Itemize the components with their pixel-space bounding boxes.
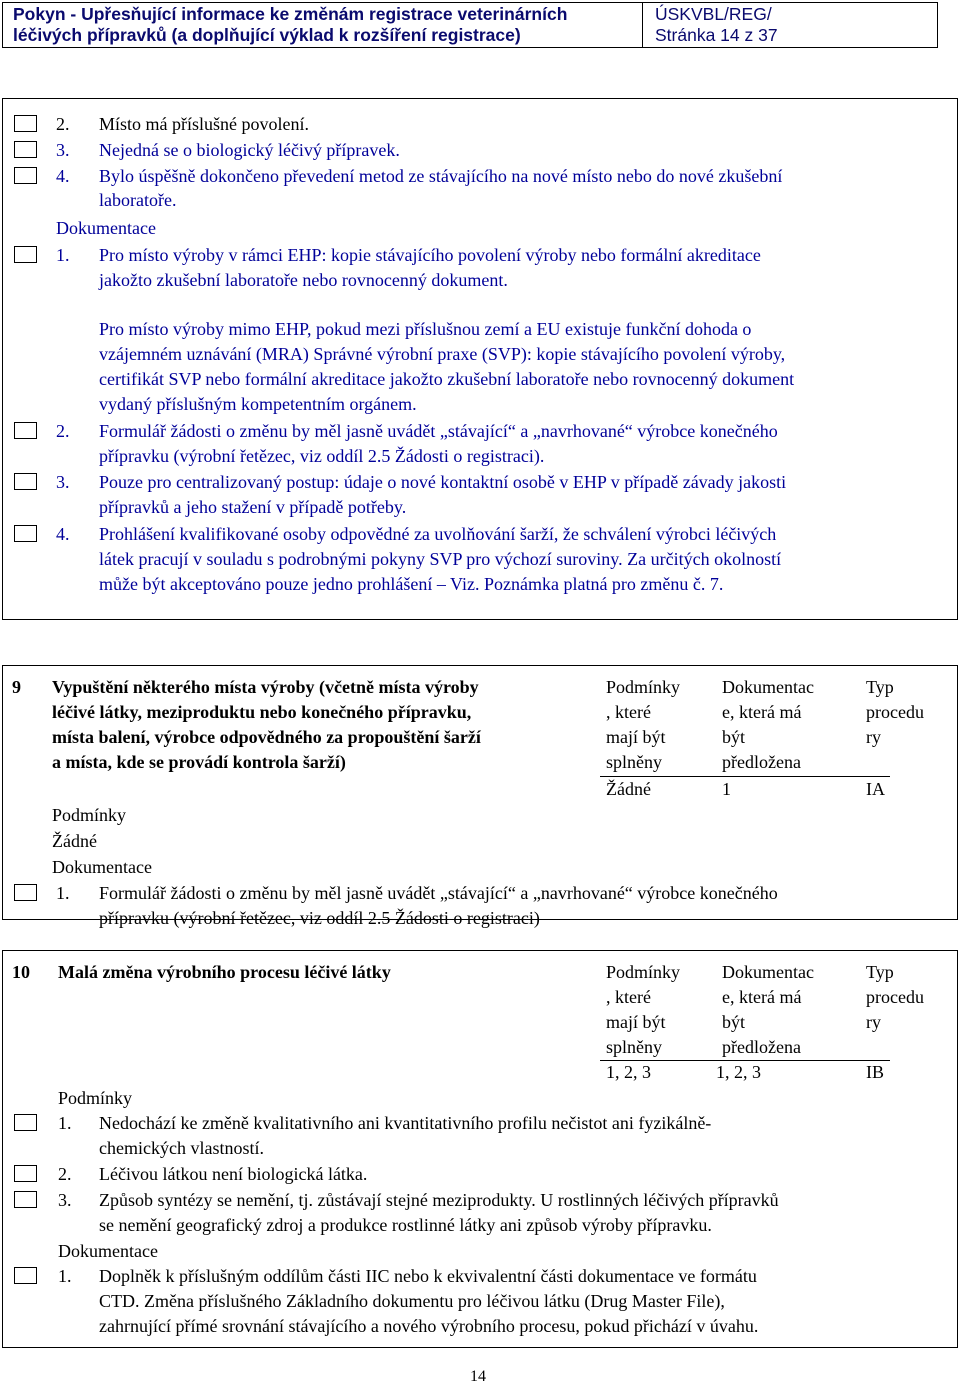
doc-text: jakožto zkušební laboratoře nebo rovnocenný dokument. [99, 270, 508, 290]
page-number: 14 [470, 1368, 486, 1385]
row-conditions: Žádné [606, 779, 651, 799]
condition-text: Bylo úspěšně dokončeno převedení metod ze stávajícího na nové místo nebo do nové zkušební [99, 166, 783, 186]
row-documentation: 1, 2, 3 [716, 1062, 761, 1082]
checkbox[interactable] [14, 1191, 37, 1208]
col-header-conditions: mají být [606, 727, 666, 747]
row-type: IB [866, 1062, 884, 1082]
doc-text: přípravků a jeho stažení v případě potřeby. [99, 497, 407, 517]
item-number: 3. [56, 472, 70, 492]
item-number: 1. [56, 245, 70, 265]
row-conditions: 1, 2, 3 [606, 1062, 651, 1082]
doc-text: může být akceptováno pouze jedno prohlášení – Viz. Poznámka platná pro změnu č. 7. [99, 574, 724, 594]
col-header-type: Typ [866, 962, 894, 982]
header-title-line1: Pokyn - Upřesňující informace ke změnám registrace veterinárních [13, 4, 568, 24]
item-number: 1. [58, 1113, 72, 1133]
doc-text: CTD. Změna příslušného Základního dokumentu pro léčivou látku (Drug Master File), [99, 1291, 725, 1311]
section-number: 9 [12, 677, 21, 697]
col-header-conditions: , které [606, 987, 651, 1007]
documentation-heading: Dokumentace [56, 218, 156, 238]
conditions-heading: Podmínky [52, 805, 127, 825]
doc-text: Doplněk k příslušným oddílům části IIC nebo k ekvivalentní části dokumentace ve formátu [99, 1266, 757, 1286]
header-page-count: Stránka 14 z 37 [655, 25, 778, 45]
section-title: a místa, kde se provádí kontrola šarží) [52, 752, 346, 772]
condition-text: Léčivou látkou není biologická látka. [99, 1164, 368, 1184]
header-ref [643, 3, 937, 47]
condition-text: Nedochází ke změně kvalitativního ani kvantitativního profilu nečistot ani fyzikálně- [99, 1113, 712, 1133]
checkbox[interactable] [14, 1114, 37, 1131]
doc-text: Pro místo výroby mimo EHP, pokud mezi příslušnou zemí a EU existuje funkční dohoda o [99, 319, 752, 339]
condition-text: Nejedná se o biologický léčivý přípravek. [99, 140, 400, 160]
col-header-conditions: splněny [606, 1037, 662, 1057]
conditions-heading: Podmínky [58, 1088, 133, 1108]
doc-text: přípravku (výrobní řetězec, viz oddíl 2.5 Žádosti o registraci). [99, 446, 545, 466]
page-header [2, 2, 938, 48]
section-number: 10 [12, 962, 30, 982]
col-header-conditions: mají být [606, 1012, 666, 1032]
section-title: místa balení, výrobce odpovědného za propouštění šarží [52, 727, 481, 747]
col-header-conditions: , které [606, 702, 651, 722]
row-type: IA [866, 779, 885, 799]
checkbox[interactable] [14, 422, 37, 439]
col-header-documentation: Dokumentac [722, 677, 814, 697]
col-header-documentation: Dokumentac [722, 962, 814, 982]
col-header-type: procedu [866, 987, 924, 1007]
conditions-text: Žádné [52, 831, 97, 851]
checkbox[interactable] [14, 167, 37, 184]
section-title: léčivé látky, meziproduktu nebo konečného přípravku, [52, 702, 472, 722]
condition-text: chemických vlastností. [99, 1138, 264, 1158]
col-header-documentation: být [722, 1012, 746, 1032]
col-header-documentation: předložena [722, 1037, 801, 1057]
item-number: 4. [56, 524, 70, 544]
doc-text: Formulář žádosti o změnu by měl jasně uvádět „stávající“ a „navrhované“ výrobce konečného [99, 883, 778, 903]
col-header-conditions: Podmínky [606, 962, 681, 982]
condition-text: Způsob syntézy se nemění, tj. zůstávají stejné meziprodukty. U rostlinných léčivých přípravků [99, 1190, 779, 1210]
item-number: 1. [58, 1266, 72, 1286]
col-header-documentation: být [722, 727, 746, 747]
col-header-type: ry [866, 727, 881, 747]
checkbox[interactable] [14, 246, 37, 263]
item-number: 2. [58, 1164, 72, 1184]
doc-text: Formulář žádosti o změnu by měl jasně uvádět „stávající“ a „navrhované“ výrobce konečného [99, 421, 778, 441]
condition-text: se nemění geografický zdroj a produkce rostlinné látky ani způsob výroby přípravku. [99, 1215, 712, 1235]
checkbox[interactable] [14, 115, 37, 132]
section-title: Vypuštění některého místa výroby (včetně místa výroby [52, 677, 479, 697]
doc-text: látek pracují v souladu s podrobnými pokyny SVP pro výchozí suroviny. Za určitých okolností [99, 549, 782, 569]
item-number: 4. [56, 166, 70, 186]
condition-text: Místo má příslušné povolení. [99, 114, 309, 134]
checkbox[interactable] [14, 141, 37, 158]
checkbox[interactable] [14, 473, 37, 490]
col-header-conditions: Podmínky [606, 677, 681, 697]
doc-text: Pouze pro centralizovaný postup: údaje o nové kontaktní osobě v EHP v případě závady jakosti [99, 472, 787, 492]
documentation-heading: Dokumentace [58, 1241, 158, 1261]
col-header-documentation: e, která má [722, 702, 802, 722]
col-header-type: ry [866, 1012, 881, 1032]
item-number: 3. [56, 140, 70, 160]
checkbox[interactable] [14, 525, 37, 542]
col-header-conditions: splněny [606, 752, 662, 772]
doc-text: Pro místo výroby v rámci EHP: kopie stávajícího povolení výroby nebo formální akreditace [99, 245, 761, 265]
col-header-documentation: předložena [722, 752, 801, 772]
checkbox[interactable] [14, 1267, 37, 1284]
doc-text: přípravku (výrobní řetězec, viz oddíl 2.5 Žádosti o registraci) [99, 908, 540, 928]
col-header-type: procedu [866, 702, 924, 722]
header-ref-code: ÚSKVBL/REG/ [655, 4, 772, 24]
col-header-documentation: e, která má [722, 987, 802, 1007]
col-header-type: Typ [866, 677, 894, 697]
item-number: 2. [56, 421, 70, 441]
doc-text: vzájemném uznávání (MRA) Správné výrobní praxe (SVP): kopie stávajícího povolení výroby, [99, 344, 786, 364]
item-number: 2. [56, 114, 70, 134]
header-title [3, 3, 643, 47]
item-number: 3. [58, 1190, 72, 1210]
row-documentation: 1 [722, 779, 731, 799]
doc-text: zahrnující přímé srovnání stávajícího a nového výrobního procesu, pokud přichází v úvahu. [99, 1316, 759, 1336]
section-title: Malá změna výrobního procesu léčivé látky [58, 962, 391, 982]
item-number: 1. [56, 883, 70, 903]
header-title-line2: léčivých přípravků (a doplňující výklad k rozšíření registrace) [13, 25, 521, 45]
condition-text: laboratoře. [99, 190, 177, 210]
checkbox[interactable] [14, 884, 37, 901]
doc-text: Prohlášení kvalifikované osoby odpovědné za uvolňování šarží, že schválení výrobci léčivých [99, 524, 777, 544]
checkbox[interactable] [14, 1165, 37, 1182]
doc-text: certifikát SVP nebo formální akreditace jakožto zkušební laboratoře nebo rovnocenný dokument [99, 369, 795, 389]
documentation-heading: Dokumentace [52, 857, 152, 877]
doc-text: vydaný příslušným kompetentním orgánem. [99, 394, 417, 414]
